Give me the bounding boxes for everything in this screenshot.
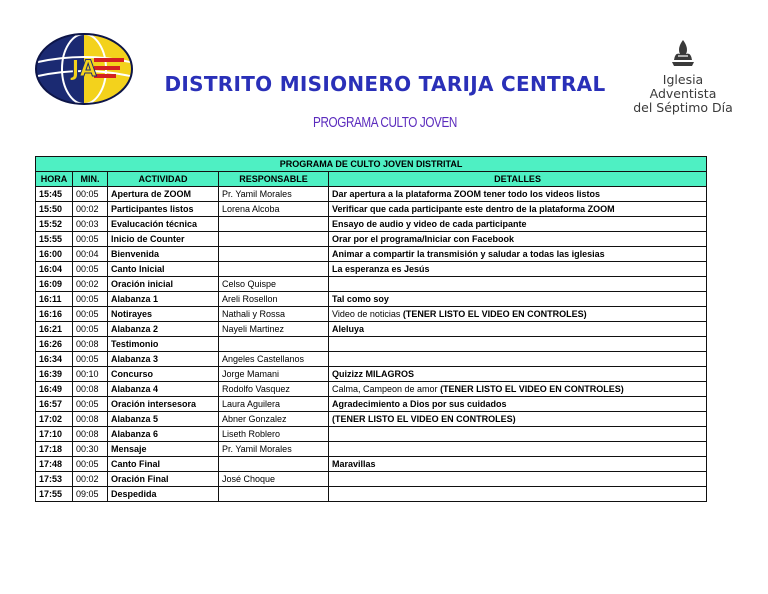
- cell-hora: 16:09: [36, 277, 73, 292]
- cell-responsable: Pr. Yamil Morales: [219, 187, 329, 202]
- detalles-text: (TENER LISTO EL VIDEO EN CONTROLES): [332, 413, 516, 424]
- cell-detalles: [329, 337, 707, 352]
- detalles-text: Tal como soy: [332, 293, 389, 304]
- cell-min: 00:04: [73, 247, 108, 262]
- cell-responsable: [219, 457, 329, 472]
- cell-hora: 15:55: [36, 232, 73, 247]
- cell-hora: 16:57: [36, 397, 73, 412]
- table-row: [36, 187, 707, 202]
- cell-min: 00:08: [73, 412, 108, 427]
- cell-hora: 15:50: [36, 202, 73, 217]
- cell-hora: 16:26: [36, 337, 73, 352]
- church-name-line2: del Séptimo Día: [633, 100, 733, 115]
- cell-actividad: Oración Final: [108, 472, 219, 487]
- adventist-logo: [628, 38, 738, 115]
- detalles-text: Maravillas: [332, 458, 376, 469]
- table-row: [36, 322, 707, 337]
- col-header-hora: HORA: [36, 172, 73, 187]
- cell-actividad: Oración inicial: [108, 277, 219, 292]
- table-caption-row: [36, 157, 707, 172]
- table-row: [36, 232, 707, 247]
- cell-min: 00:08: [73, 337, 108, 352]
- table-row: [36, 352, 707, 367]
- detalles-text: Dar apertura a la plataforma ZOOM tener todo los videos listos: [332, 188, 601, 199]
- cell-responsable: José Choque: [219, 472, 329, 487]
- cell-hora: 17:53: [36, 472, 73, 487]
- adventist-flame-icon: [668, 38, 698, 68]
- cell-actividad: Notirayes: [108, 307, 219, 322]
- col-header-min: MIN.: [73, 172, 108, 187]
- table-row: [36, 412, 707, 427]
- cell-hora: 17:55: [36, 487, 73, 502]
- cell-actividad: Despedida: [108, 487, 219, 502]
- cell-detalles: [329, 412, 707, 427]
- cell-detalles: [329, 382, 707, 397]
- cell-hora: 16:49: [36, 382, 73, 397]
- cell-actividad: Alabanza 5: [108, 412, 219, 427]
- detalles-text: (TENER LISTO EL VIDEO EN CONTROLES): [402, 308, 587, 319]
- cell-responsable: Nayeli Martinez: [219, 322, 329, 337]
- cell-detalles: [329, 217, 707, 232]
- cell-detalles: [329, 232, 707, 247]
- cell-min: 00:30: [73, 442, 108, 457]
- cell-actividad: Oración intersesora: [108, 397, 219, 412]
- cell-detalles: [329, 277, 707, 292]
- cell-min: 00:08: [73, 382, 108, 397]
- table-row: [36, 427, 707, 442]
- col-header-detalles: DETALLES: [329, 172, 707, 187]
- detalles-text: Quizizz MILAGROS: [332, 368, 414, 379]
- cell-hora: 16:16: [36, 307, 73, 322]
- cell-actividad: Alabanza 4: [108, 382, 219, 397]
- page-title: DISTRITO MISIONERO TARIJA CENTRAL: [164, 72, 606, 96]
- cell-min: 00:03: [73, 217, 108, 232]
- cell-detalles: [329, 457, 707, 472]
- cell-responsable: Abner Gonzalez: [219, 412, 329, 427]
- cell-hora: 16:11: [36, 292, 73, 307]
- cell-hora: 16:39: [36, 367, 73, 382]
- cell-responsable: [219, 247, 329, 262]
- cell-min: 00:10: [73, 367, 108, 382]
- ja-logo: [34, 32, 134, 106]
- cell-responsable: [219, 262, 329, 277]
- detalles-text: La esperanza es Jesús: [332, 263, 430, 274]
- cell-responsable: Laura Aguilera: [219, 397, 329, 412]
- detalles-text: Orar por el programa/Iniciar con Facebook: [332, 233, 515, 244]
- cell-actividad: Inicio de Counter: [108, 232, 219, 247]
- cell-actividad: Evalucación técnica: [108, 217, 219, 232]
- detalles-text: (TENER LISTO EL VIDEO EN CONTROLES): [440, 383, 624, 394]
- cell-actividad: Mensaje: [108, 442, 219, 457]
- cell-responsable: Lorena Alcoba: [219, 202, 329, 217]
- cell-responsable: Rodolfo Vasquez: [219, 382, 329, 397]
- cell-detalles: [329, 367, 707, 382]
- page-subtitle: PROGRAMA CULTO JOVEN: [313, 114, 457, 131]
- cell-actividad: Alabanza 3: [108, 352, 219, 367]
- cell-min: 00:02: [73, 202, 108, 217]
- cell-min: 00:05: [73, 307, 108, 322]
- table-row: [36, 337, 707, 352]
- detalles-text: Ensayo de audio y video de cada participante: [332, 218, 527, 229]
- cell-detalles: [329, 472, 707, 487]
- cell-min: 00:02: [73, 277, 108, 292]
- detalles-text: Video de noticias: [332, 308, 403, 319]
- cell-responsable: Jorge Mamani: [219, 367, 329, 382]
- table-caption: PROGRAMA DE CULTO JOVEN DISTRITAL: [36, 157, 707, 172]
- table-row: [36, 442, 707, 457]
- cell-responsable: Angeles Castellanos: [219, 352, 329, 367]
- svg-text:JA: JA: [71, 57, 97, 82]
- table-row: [36, 277, 707, 292]
- detalles-text: Animar a compartir la transmisión y saludar a todas las iglesias: [332, 248, 605, 259]
- table-row: [36, 262, 707, 277]
- table-row: [36, 382, 707, 397]
- table-row: [36, 247, 707, 262]
- table-row: [36, 292, 707, 307]
- cell-detalles: [329, 427, 707, 442]
- cell-detalles: [329, 247, 707, 262]
- cell-actividad: Canto Inicial: [108, 262, 219, 277]
- cell-responsable: [219, 487, 329, 502]
- table-header-row: [36, 172, 707, 187]
- cell-min: 00:05: [73, 232, 108, 247]
- cell-min: 00:05: [73, 352, 108, 367]
- detalles-text: Calma, Campeon de amor: [332, 383, 441, 394]
- cell-actividad: Concurso: [108, 367, 219, 382]
- cell-hora: 17:10: [36, 427, 73, 442]
- cell-responsable: Pr. Yamil Morales: [219, 442, 329, 457]
- cell-actividad: Canto Final: [108, 457, 219, 472]
- table-row: [36, 472, 707, 487]
- cell-hora: 17:18: [36, 442, 73, 457]
- cell-actividad: Bienvenida: [108, 247, 219, 262]
- table-row: [36, 307, 707, 322]
- cell-hora: 16:04: [36, 262, 73, 277]
- cell-hora: 15:45: [36, 187, 73, 202]
- cell-responsable: [219, 217, 329, 232]
- cell-detalles: [329, 352, 707, 367]
- table-row: [36, 202, 707, 217]
- cell-hora: 15:52: [36, 217, 73, 232]
- cell-responsable: [219, 232, 329, 247]
- cell-min: 00:05: [73, 322, 108, 337]
- table-row: [36, 217, 707, 232]
- detalles-text: Aleluya: [332, 323, 365, 334]
- col-header-responsable: RESPONSABLE: [219, 172, 329, 187]
- cell-hora: 16:34: [36, 352, 73, 367]
- cell-min: 00:05: [73, 262, 108, 277]
- col-header-actividad: ACTIVIDAD: [108, 172, 219, 187]
- schedule-table: [35, 156, 707, 502]
- cell-hora: 16:21: [36, 322, 73, 337]
- cell-actividad: Participantes listos: [108, 202, 219, 217]
- cell-responsable: Nathali y Rossa: [219, 307, 329, 322]
- detalles-text: Agradecimiento a Dios por sus cuidados: [332, 398, 507, 409]
- cell-hora: 16:00: [36, 247, 73, 262]
- cell-detalles: [329, 307, 707, 322]
- table-row: [36, 457, 707, 472]
- cell-detalles: [329, 262, 707, 277]
- cell-responsable: Celso Quispe: [219, 277, 329, 292]
- cell-min: 00:05: [73, 187, 108, 202]
- cell-actividad: Alabanza 6: [108, 427, 219, 442]
- cell-min: 00:05: [73, 457, 108, 472]
- cell-actividad: Apertura de ZOOM: [108, 187, 219, 202]
- cell-min: 09:05: [73, 487, 108, 502]
- cell-hora: 17:02: [36, 412, 73, 427]
- cell-actividad: Alabanza 2: [108, 322, 219, 337]
- table-row: [36, 397, 707, 412]
- church-name-line1: Iglesia Adventista: [649, 72, 717, 101]
- table-row: [36, 367, 707, 382]
- cell-detalles: [329, 442, 707, 457]
- cell-min: 00:02: [73, 472, 108, 487]
- cell-min: 00:08: [73, 427, 108, 442]
- cell-min: 00:05: [73, 397, 108, 412]
- cell-actividad: Testimonio: [108, 337, 219, 352]
- cell-responsable: Liseth Roblero: [219, 427, 329, 442]
- cell-detalles: [329, 322, 707, 337]
- cell-detalles: [329, 202, 707, 217]
- cell-detalles: [329, 487, 707, 502]
- cell-detalles: [329, 397, 707, 412]
- detalles-text: Verificar que cada participante este dentro de la plataforma ZOOM: [332, 203, 615, 214]
- cell-detalles: [329, 187, 707, 202]
- cell-responsable: [219, 337, 329, 352]
- table-row: [36, 487, 707, 502]
- cell-min: 00:05: [73, 292, 108, 307]
- cell-hora: 17:48: [36, 457, 73, 472]
- cell-actividad: Alabanza 1: [108, 292, 219, 307]
- cell-detalles: [329, 292, 707, 307]
- cell-responsable: Areli Rosellon: [219, 292, 329, 307]
